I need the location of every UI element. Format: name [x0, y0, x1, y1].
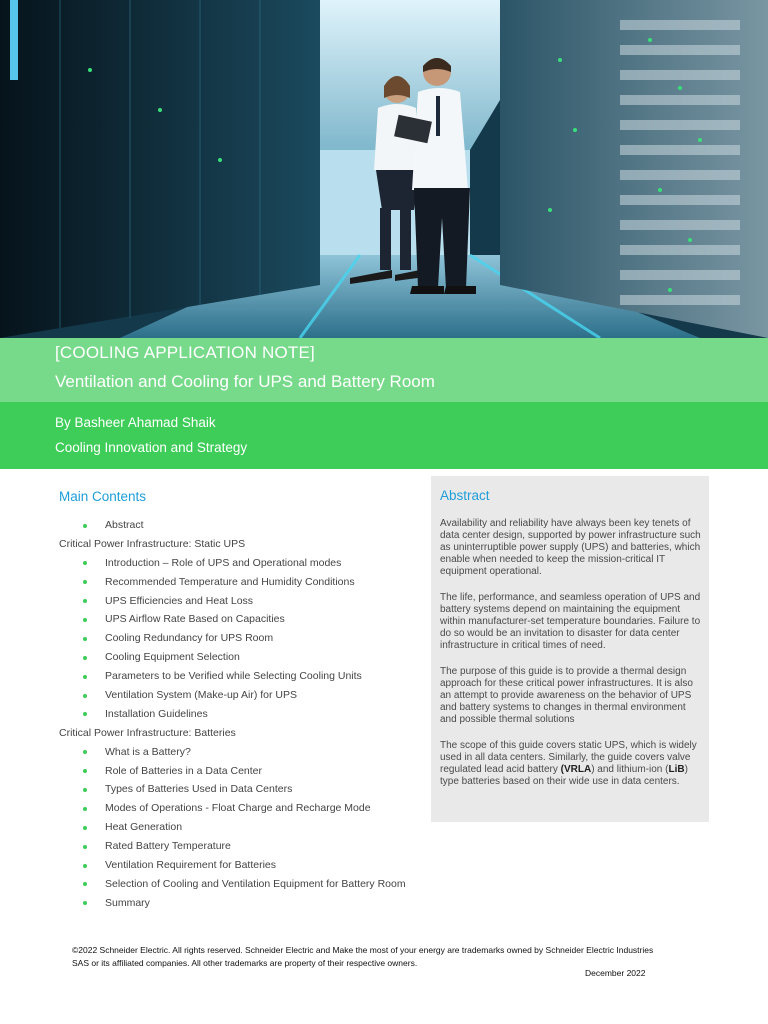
abstract-text: The scope of this guide covers static UPS, which is widely used in all data centers. Similarly, the guide covers valve regulated lead acid battery	[440, 740, 697, 775]
abstract-panel	[431, 476, 709, 822]
abstract-term-vrla: (VRLA	[560, 764, 592, 775]
contents-label: Critical Power Infrastructure: Batteries	[59, 726, 236, 739]
bullet-icon	[83, 675, 87, 679]
abstract-paragraph: The purpose of this guide is to provide a thermal design approach for these critical power infrastructures. It is also an attempt to provide awareness on the behavior of UPS and battery systems to changes in thermal environment and possible thermal solutions	[440, 666, 693, 725]
contents-item	[59, 894, 419, 913]
contents-label: Types of Batteries Used in Data Centers	[105, 783, 293, 796]
main-contents-list	[59, 516, 419, 913]
bullet-icon	[83, 694, 87, 698]
abstract-text: ) type batteries based on their wide use in data centers.	[440, 764, 688, 787]
contents-label: Parameters to be Verified while Selecting Cooling Units	[105, 670, 362, 683]
contents-label: Modes of Operations - Float Charge and Recharge Mode	[105, 802, 371, 815]
abstract-paragraph: The life, performance, and seamless operation of UPS and battery systems depend on maintaining the equipment within manufacturer-set temperature boundaries. Failure to do so would be an invitation to disaster for data center infrastructure in critical times of need.	[440, 592, 701, 651]
contents-label: Rated Battery Temperature	[105, 840, 231, 853]
cover-photo	[0, 0, 768, 338]
contents-label: Recommended Temperature and Humidity Conditions	[105, 575, 355, 588]
bullet-icon	[83, 580, 87, 584]
bullet-icon	[83, 637, 87, 641]
contents-item	[59, 762, 419, 781]
bullet-icon	[83, 901, 87, 905]
contents-item	[59, 516, 419, 535]
contents-item	[59, 554, 419, 573]
contents-item	[59, 573, 419, 592]
series-label: [COOLING APPLICATION NOTE]	[55, 343, 315, 362]
contents-section-heading	[59, 535, 419, 554]
contents-item	[59, 856, 419, 875]
bullet-icon	[83, 864, 87, 868]
bullet-icon	[83, 561, 87, 565]
abstract-text: ) and lithium-ion (	[591, 764, 669, 775]
contents-item	[59, 743, 419, 762]
contents-label: Abstract	[105, 519, 144, 531]
document-title: Ventilation and Cooling for UPS and Battery Room	[55, 372, 435, 391]
contents-label: Critical Power Infrastructure: Static UPS	[59, 537, 246, 550]
bullet-icon	[83, 807, 87, 811]
bullet-icon	[83, 599, 87, 603]
contents-label: Ventilation System (Make-up Air) for UPS	[105, 689, 297, 702]
bullet-icon	[83, 750, 87, 754]
contents-item	[59, 705, 419, 724]
publication-date: December 2022	[585, 968, 646, 978]
contents-label: Cooling Equipment Selection	[105, 651, 240, 664]
contents-item	[59, 875, 419, 894]
contents-item	[59, 592, 419, 611]
contents-label: Ventilation Requirement for Batteries	[105, 859, 277, 872]
author-department: Cooling Innovation and Strategy	[55, 440, 248, 455]
contents-item	[59, 686, 419, 705]
abstract-paragraph: Availability and reliability have always been key tenets of data center design, supported by power infrastructure such as uninterruptible power supply (UPS) and batteries, which enable when needed to keep the mission-critical IT equipment operational.	[440, 518, 701, 577]
bullet-icon	[83, 618, 87, 622]
contents-item	[59, 780, 419, 799]
bullet-icon	[83, 882, 87, 886]
author-band	[0, 402, 768, 469]
contents-section-heading	[59, 724, 419, 743]
contents-label: Cooling Redundancy for UPS Room	[105, 632, 274, 645]
bullet-icon	[83, 788, 87, 792]
contents-item	[59, 799, 419, 818]
contents-label: UPS Airflow Rate Based on Capacities	[105, 613, 285, 626]
bullet-icon	[83, 769, 87, 773]
contents-item	[59, 629, 419, 648]
copyright-notice: ©2022 Schneider Electric. All rights reserved. Schneider Electric and Make the most of your energy are trademarks owned by Schneider Electric Industries SAS or its affiliated companies. All other trademarks are property of their respective owners.	[72, 945, 654, 968]
contents-item	[59, 610, 419, 629]
contents-item	[59, 818, 419, 837]
abstract-body	[440, 518, 704, 802]
abstract-term-lib: LiB	[668, 764, 685, 775]
contents-item	[59, 667, 419, 686]
contents-label: Selection of Cooling and Ventilation Equipment for Battery Room	[105, 877, 406, 890]
contents-label: Introduction – Role of UPS and Operational modes	[105, 556, 342, 569]
main-contents-heading: Main Contents	[59, 489, 147, 504]
bullet-icon	[83, 712, 87, 716]
abstract-paragraph	[440, 740, 704, 788]
contents-label: Role of Batteries in a Data Center	[105, 764, 262, 777]
contents-label: Installation Guidelines	[105, 707, 208, 720]
contents-label: UPS Efficiencies and Heat Loss	[105, 594, 254, 607]
contents-label: Summary	[105, 896, 150, 909]
bullet-icon	[83, 826, 87, 830]
bullet-icon	[83, 524, 87, 528]
contents-item	[59, 837, 419, 856]
author-name: By Basheer Ahamad Shaik	[55, 415, 216, 430]
contents-item	[59, 648, 419, 667]
abstract-heading: Abstract	[440, 488, 490, 503]
contents-label: What is a Battery?	[105, 745, 191, 758]
data-center-aisle-illustration	[0, 0, 768, 338]
contents-label: Heat Generation	[105, 821, 183, 834]
bullet-icon	[83, 845, 87, 849]
bullet-icon	[83, 656, 87, 660]
